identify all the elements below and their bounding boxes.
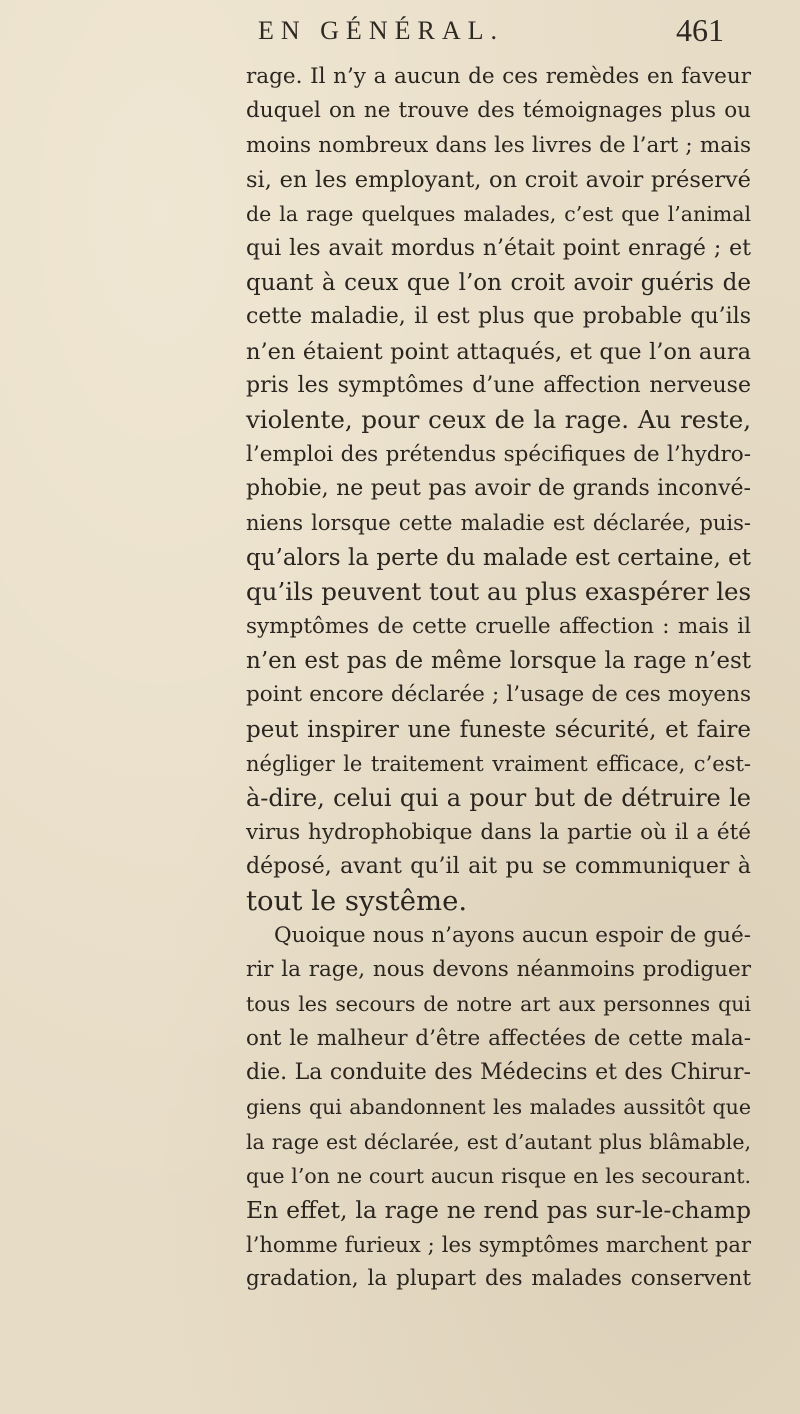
running-title: EN GÉNÉRAL.: [258, 16, 504, 45]
running-head: [0, 10, 800, 58]
text-line: si, en les employant, on croit avoir préservé: [246, 167, 751, 194]
body-text: [246, 60, 751, 1296]
text-line: l’emploi des prétendus spécifiques de l’hydro-: [246, 441, 751, 467]
text-line: à-dire, celui qui a pour but de détruire le: [246, 784, 751, 813]
text-line: que l’on ne court aucun risque en les secourant.: [246, 1164, 751, 1188]
text-line: tout le systême.: [246, 885, 468, 918]
text-line: En effet, la rage ne rend pas sur-le-champ: [246, 1196, 751, 1225]
text-line: qui les avait mordus n’était point enragé ; et: [246, 235, 751, 261]
text-line: qu’alors la perte du malade est certaine, et: [246, 544, 751, 571]
text-line: phobie, ne peut pas avoir de grands inconvé-: [246, 476, 751, 502]
text-line: de la rage quelques malades, c’est que l’animal: [246, 202, 751, 227]
text-line: peut inspirer une funeste sécurité, et faire: [246, 716, 751, 743]
text-line: rage. Il n’y a aucun de ces remèdes en faveur: [246, 64, 751, 89]
text-line: cette maladie, il est plus que probable qu’ils: [246, 304, 751, 330]
text-line: duquel on ne trouve des témoignages plus ou: [246, 98, 751, 124]
text-line: ont le malheur d’être affectées de cette mala-: [246, 1025, 751, 1051]
text-line: tous les secours de notre art aux personnes qui: [246, 992, 751, 1017]
text-line: rir la rage, nous devons néanmoins prodiguer: [246, 956, 751, 982]
text-line: l’homme furieux ; les symptômes marchent par: [246, 1232, 751, 1257]
text-line: giens qui abandonnent les malades aussitôt que: [246, 1095, 751, 1120]
text-line: déposé, avant qu’il ait pu se communiquer à: [246, 853, 751, 879]
text-line: die. La conduite des Médecins et des Chirur-: [246, 1059, 751, 1085]
text-line: moins nombreux dans les livres de l’art ; mais: [246, 132, 751, 158]
text-line: la rage est déclarée, est d’autant plus blâmable,: [246, 1129, 751, 1154]
text-line: n’en étaient point attaqués, et que l’on aura: [246, 338, 751, 365]
text-line: pris les symptômes d’une affection nerveuse: [246, 373, 751, 399]
page-number: 461: [676, 12, 724, 48]
text-line: violente, pour ceux de la rage. Au reste,: [246, 405, 751, 435]
text-line: n’en est pas de même lorsque la rage n’est: [246, 647, 751, 674]
text-line: symptômes de cette cruelle affection : mais il: [246, 613, 751, 639]
text-line: niens lorsque cette maladie est déclarée, puis-: [246, 511, 751, 536]
text-line: gradation, la plupart des malades conservent: [246, 1266, 751, 1292]
text-line: qu’ils peuvent tout au plus exaspérer les: [246, 577, 752, 607]
text-line: négliger le traitement vraiment efficace, c’est-: [246, 751, 751, 776]
text-line: point encore déclarée ; l’usage de ces moyens: [246, 682, 751, 708]
text-line: Quoique nous n’ayons aucun espoir de gué-: [274, 922, 751, 948]
text-line: virus hydrophobique dans la partie où il a été: [246, 819, 751, 845]
text-line: quant à ceux que l’on croit avoir guéris de: [246, 270, 751, 297]
